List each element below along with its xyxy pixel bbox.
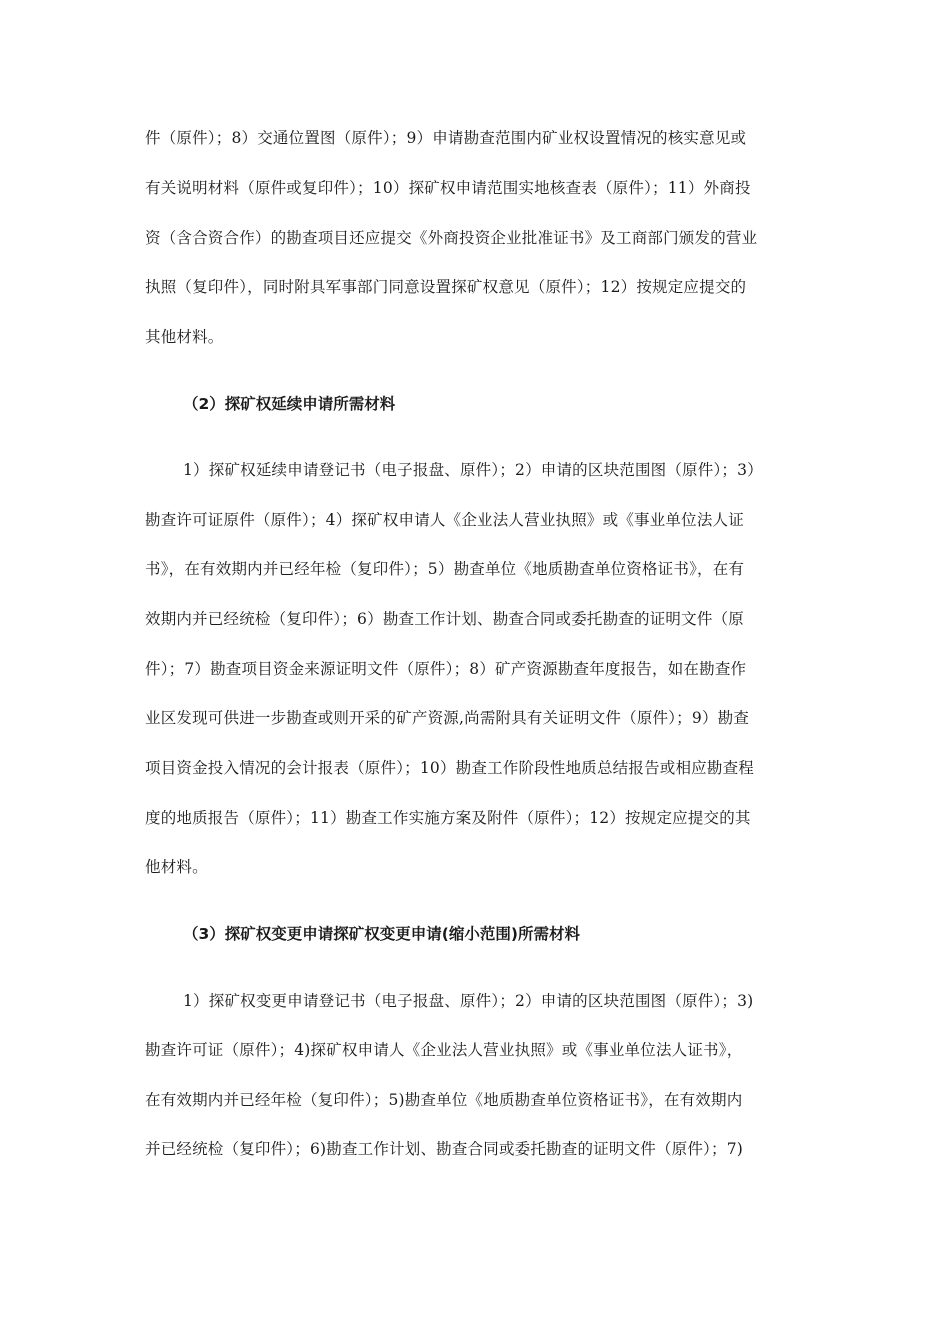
paragraph-line: 项目资金投入情况的会计报表（原件）；10）勘查工作阶段性地质总结报告或相应勘查程	[145, 759, 754, 777]
paragraph-line: 其他材料。	[145, 328, 224, 346]
paragraph-line: 书》，在有效期内并已经年检（复印件）；5）勘查单位《地质勘查单位资格证书》，在有	[145, 560, 745, 578]
paragraph-line: 度的地质报告（原件）；11）勘查工作实施方案及附件（原件）；12）按规定应提交的其	[145, 809, 751, 827]
paragraph-line: 并已经统检（复印件）；6)勘查工作计划、勘查合同或委托勘查的证明文件（原件）；7)	[145, 1140, 744, 1158]
paragraph-line: 效期内并已经统检（复印件）；6）勘查工作计划、勘查合同或委托勘查的证明文件（原	[145, 610, 744, 628]
paragraph-line: 1）探矿权变更申请登记书（电子报盘、原件）；2）申请的区块范围图（原件）；3)	[183, 992, 754, 1010]
paragraph-line: 在有效期内并已经年检（复印件）；5)勘查单位《地质勘查单位资格证书》，在有效期内	[145, 1091, 743, 1109]
paragraph-line: 1）探矿权延续申请登记书（电子报盘、原件）；2）申请的区块范围图（原件）；3）	[183, 461, 763, 479]
paragraph-line: 他材料。	[145, 858, 208, 876]
paragraph-line: 执照（复印件），同时附具军事部门同意设置探矿权意见（原件）；12）按规定应提交的	[145, 278, 747, 296]
paragraph-line: 件（原件）；8）交通位置图（原件）；9）申请勘查范围内矿业权设置情况的核实意见或	[145, 129, 747, 147]
paragraph-line: 有关说明材料（原件或复印件）；10）探矿权申请范围实地核查表（原件）；11）外商投	[145, 179, 751, 197]
paragraph-line: 资（含合资合作）的勘查项目还应提交《外商投资企业批准证书》及工商部门颁发的营业	[145, 229, 758, 247]
paragraph-line: 业区发现可供进一步勘查或则开采的矿产资源,尚需附具有关证明文件（原件）；9）勘查	[145, 709, 750, 727]
paragraph-line: 勘查许可证（原件）；4)探矿权申请人《企业法人营业执照》或《事业单位法人证书》，	[145, 1041, 743, 1059]
paragraph-line: 勘查许可证原件（原件）；4）探矿权申请人《企业法人营业执照》或《事业单位法人证	[145, 511, 744, 529]
section-heading: （3）探矿权变更申请探矿权变更申请(缩小范围)所需材料	[183, 925, 580, 943]
section-heading: （2）探矿权延续申请所需材料	[183, 395, 396, 413]
paragraph-line: 件）；7）勘查项目资金来源证明文件（原件）；8）矿产资源勘查年度报告，如在勘查作	[145, 660, 747, 678]
